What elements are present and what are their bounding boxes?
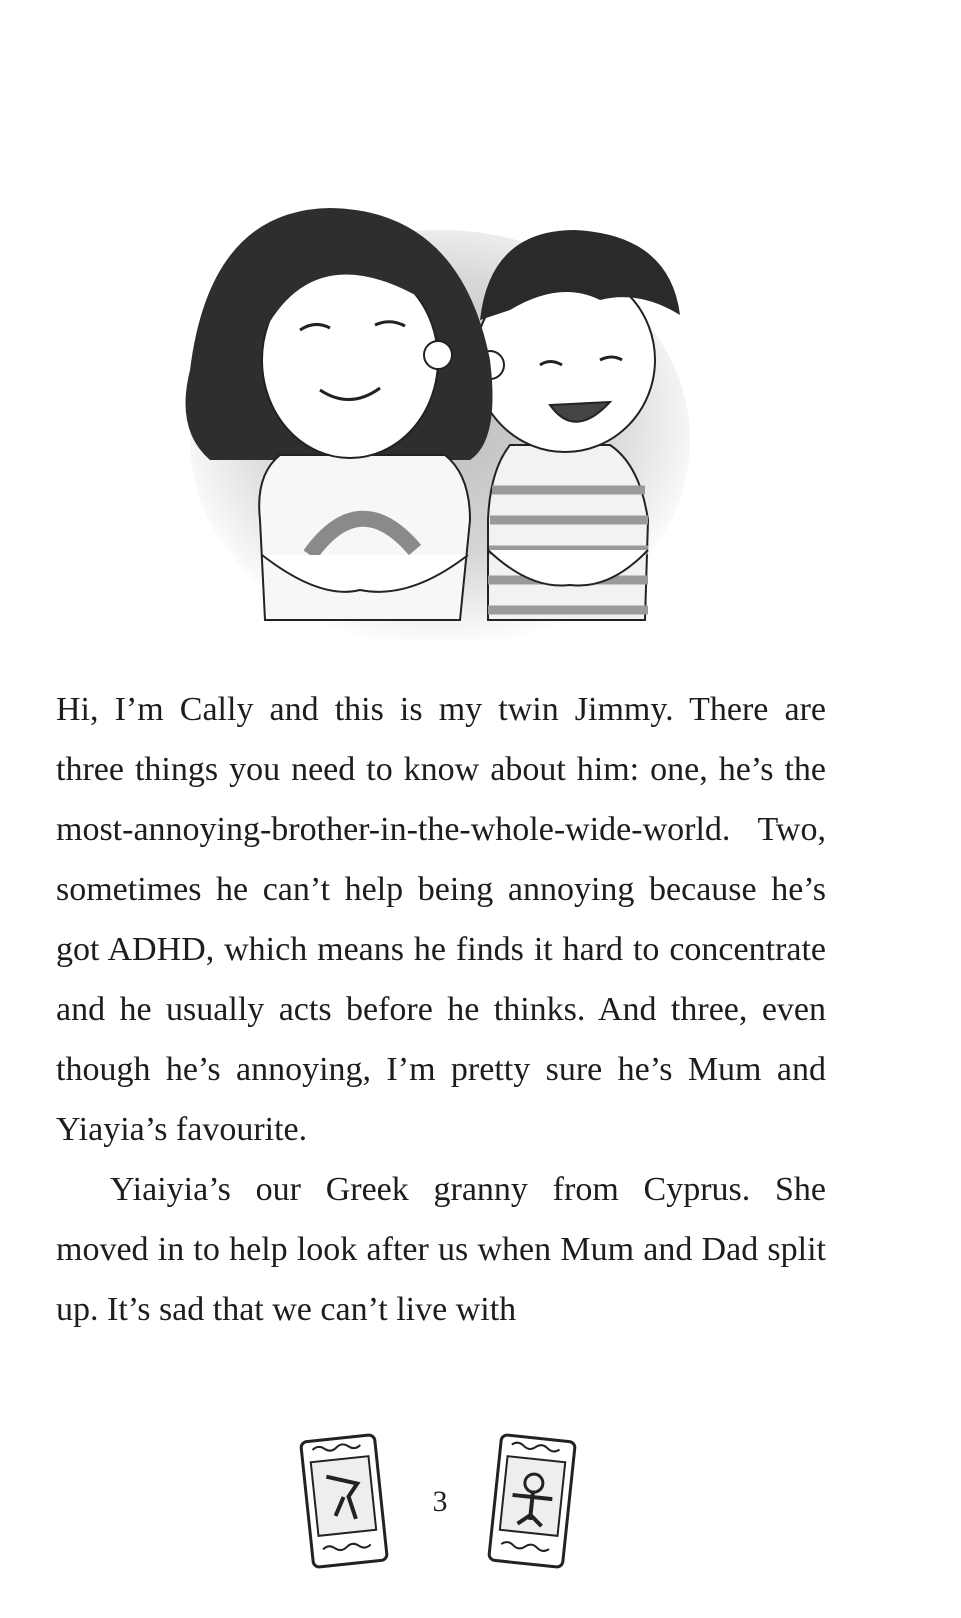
twins-illustration <box>170 190 700 640</box>
page-number: 3 <box>432 1485 448 1518</box>
cally-and-jimmy-drawing <box>170 190 700 640</box>
page-footer <box>0 1435 961 1585</box>
trading-card-icon <box>485 1431 578 1571</box>
paragraph-1: Hi, I’m Cally and this is my twin Jimmy. There are three things you need to know about him: one, he’s the most-annoying-brother-in-the-whole-wide-world. Two, sometimes he can’t help being annoying because he’s got ADHD, which means he finds it hard to concentrate and he usually acts before he thinks. And three, even though he’s annoying, I’m pretty sure he’s Mum and Yiayia’s favourite. <box>56 691 826 1148</box>
cally-figure <box>186 208 493 620</box>
trading-card-icon <box>297 1431 390 1571</box>
paragraph-2: Yiaiyia’s our Greek granny from Cyprus. She moved in to help look after us when Mum and Dad split up. It’s sad that we can’t live with <box>56 1171 826 1328</box>
body-text <box>56 680 826 1340</box>
